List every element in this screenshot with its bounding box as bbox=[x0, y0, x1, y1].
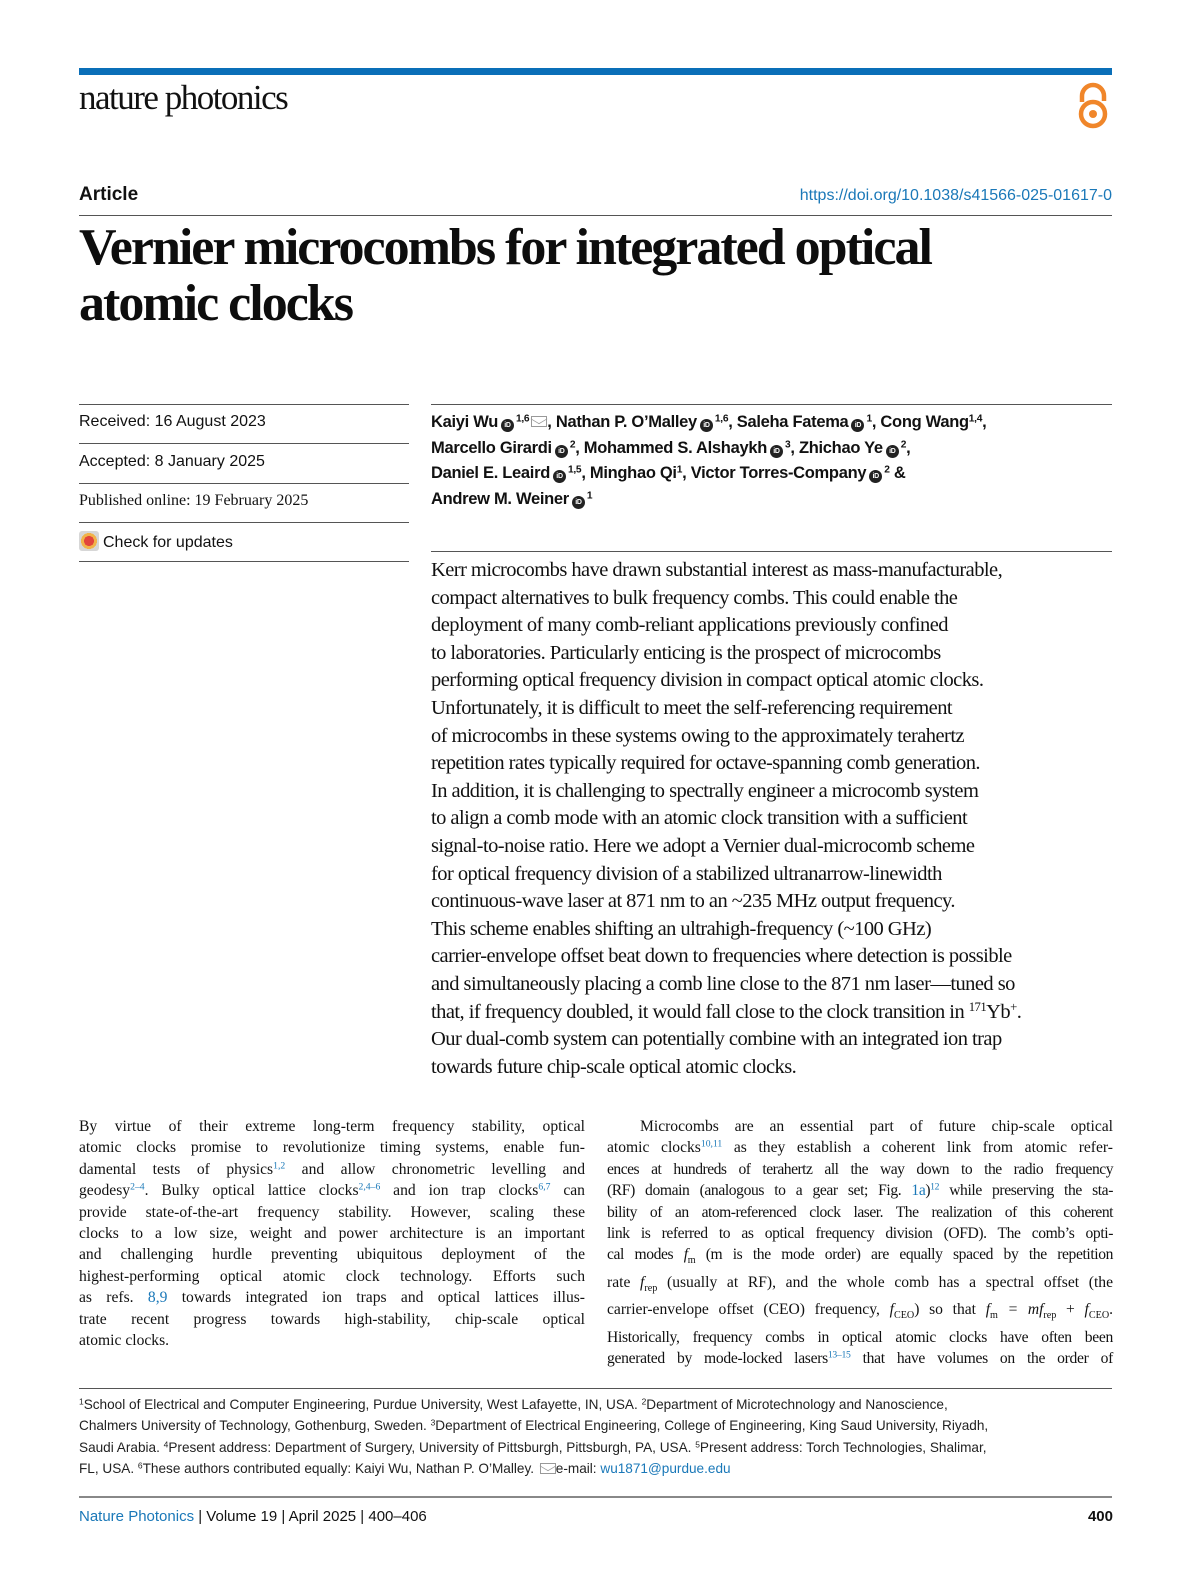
body-column-left: By virtue of their extreme long-term frequency stability, optical atomic clocks promise to revolutionize timing systems, enable fun- damental tests of physics$^{1,2}$ and allow chronometric levelling and geodesy$^{2-4}$. Bulky optical lattice clocks$^{2,4-6}$ and ion trap clocks$^{6,7}$ can provide state-of-the-art frequency stability. However, scaling these clocks to a low size, weight and power architecture is an important and challenging hurdle preventing ubiquitous deployment of the highest-performing optical atomic clock technology. Efforts such as refs. 8,9 towards integrated ion traps and optical lattices illus- trate recent progress towards high-stability, chip-scale optical atomic clocks. bbox=[79, 1118, 585, 1350]
body-column-right: Microcombs are an essential part of future chip-scale optical atomic clocks$^{10,11}$ as they establish a coherent link from atomic refer- ences at hundreds of terahertz all the way down to the radio frequency (RF) domain (analogous to a gear set; Fig. 1a)$^{12}$ while preserving the sta- bility of an atom-referenced clock laser. The realization of this coherent link is referred to as optical frequency division (OFD). The comb’s opti- cal modes $f_m$ (m is the mode order) are equally spaced by the repetition rate $f_{rep}$ (usually at RF), and the whole comb has a spectral offset (the carrier-envelope offset (CEO) frequency, $f_{CEO}$) so that $f_m = mf_{rep} + f_{CEO}$. Historically, frequency combs in optical atomic clocks have often been generated by mode-locked lasers$^{13-15}$ that have volumes on the order of bbox=[607, 1118, 1114, 1368]
author-name[interactable]: Nathan P. O’Malley bbox=[555, 413, 697, 431]
author-name[interactable]: Victor Torres-Company bbox=[690, 464, 867, 482]
title-line-1: Vernier microcombs for integrated optical bbox=[79, 219, 931, 276]
affiliations-divider bbox=[79, 1388, 1112, 1389]
orcid-icon[interactable]: iD bbox=[869, 470, 882, 483]
email-link[interactable]: wu1871@purdue.edu bbox=[600, 1461, 731, 1477]
orcid-icon[interactable]: iD bbox=[553, 470, 566, 483]
received-date: Received: 16 August 2023 bbox=[79, 413, 266, 430]
meta-divider bbox=[79, 561, 409, 562]
published-date: Published online: 19 February 2025 bbox=[79, 492, 309, 509]
email-icon[interactable] bbox=[531, 416, 547, 427]
citation-link[interactable]: 2–4 bbox=[130, 1181, 145, 1193]
open-access-lock-icon bbox=[1075, 82, 1111, 130]
abstract-divider bbox=[431, 551, 1112, 552]
orcid-icon[interactable]: iD bbox=[572, 496, 585, 509]
figure-link[interactable]: 1a bbox=[911, 1182, 926, 1200]
footer-journal-link[interactable]: Nature Photonics bbox=[79, 1508, 195, 1525]
check-updates-icon bbox=[79, 531, 99, 551]
citation-link[interactable]: 10,11 bbox=[700, 1139, 723, 1151]
author-name[interactable]: Zhichao Ye bbox=[798, 438, 883, 457]
orcid-icon[interactable]: iD bbox=[886, 445, 899, 458]
citation-link[interactable]: 6,7 bbox=[538, 1181, 551, 1193]
journal-brand-bar bbox=[79, 68, 1112, 75]
author-name[interactable]: Cong Wang bbox=[880, 413, 969, 431]
meta-divider bbox=[79, 443, 409, 444]
doi-link[interactable]: https://doi.org/10.1038/s41566-025-01617-0 bbox=[799, 187, 1112, 204]
citation-link[interactable]: 1,2 bbox=[273, 1160, 286, 1172]
author-name[interactable]: Daniel E. Leaird bbox=[431, 464, 550, 482]
page-number: 400 bbox=[1087, 1508, 1113, 1525]
citation-link[interactable]: 13–15 bbox=[827, 1350, 851, 1362]
accepted-date: Accepted: 8 January 2025 bbox=[79, 453, 265, 470]
orcid-icon[interactable]: iD bbox=[501, 419, 514, 432]
citation-link[interactable]: 8,9 bbox=[147, 1289, 168, 1307]
title-divider bbox=[79, 215, 1112, 216]
author-name[interactable]: Marcello Girardi bbox=[431, 438, 552, 457]
journal-name: nature photonics bbox=[79, 78, 288, 117]
article-type-label: Article bbox=[79, 184, 139, 205]
title-line-2: atomic clocks bbox=[79, 275, 352, 332]
author-list: Kaiyi Wu iD$^{1,6}$ , Nathan P. O’Malley iD$^{1,6}$, Saleha Fatema $iD^1$, Cong Wang$^{1,4}$, Marcello Girardi $iD^2$, Mohammed S. Alshaykh $iD^3$, Zhichao Ye $iD^2$, Daniel E. Leaird iD$^{1,5}$, Minghao Qi$^1$, Victor Torres-Company $iD^2$ & Andrew M. Weiner $iD^1$ bbox=[431, 413, 987, 508]
check-for-updates-button[interactable] bbox=[79, 531, 409, 552]
orcid-icon[interactable]: iD bbox=[770, 445, 783, 458]
meta-divider bbox=[79, 522, 409, 523]
author-name[interactable]: Minghao Qi bbox=[589, 464, 677, 482]
footer-divider bbox=[79, 1496, 1112, 1498]
meta-divider bbox=[79, 404, 409, 405]
footer-volume-details: | Volume 19 | April 2025 | 400–406 bbox=[194, 1508, 427, 1525]
meta-divider bbox=[79, 483, 409, 484]
footer-citation bbox=[79, 1508, 427, 1525]
citation-link[interactable]: 2,4–6 bbox=[358, 1181, 381, 1193]
author-name[interactable]: Andrew M. Weiner bbox=[431, 489, 569, 508]
author-name[interactable]: Saleha Fatema bbox=[736, 413, 849, 431]
citation-link[interactable]: 12 bbox=[930, 1181, 939, 1193]
author-name[interactable]: Mohammed S. Alshaykh bbox=[583, 438, 767, 457]
email-icon bbox=[540, 1463, 556, 1474]
article-title bbox=[79, 220, 1119, 332]
author-name[interactable]: Kaiyi Wu bbox=[431, 413, 498, 431]
authors-divider bbox=[431, 404, 1112, 405]
orcid-icon[interactable]: iD bbox=[851, 419, 864, 432]
check-updates-label: Check for updates bbox=[103, 534, 233, 551]
abstract: Kerr microcombs have drawn substantial interest as mass-manufacturable, compact alternatives to bulk frequency combs. This could enable the deployment of many comb-reliant applications previously confined to laboratories. Particularly enticing is the prospect of microcombs performing optical frequency division in compact optical atomic clocks. Unfortunately, it is difficult to meet the self-referencing requirement of microcombs in these systems owing to the approximately terahertz repetition rates typically required for octave-spanning comb generation. In addition, it is challenging to spectrally engineer a microcomb system to align a comb mode with an atomic clock transition with a sufficient signal-to-noise ratio. Here we adopt a Vernier dual-microcomb scheme for optical frequency division of a stabilized ultranarrow-linewidth continuous-wave laser at 871 nm to an ~235 MHz output frequency. This scheme enables shifting an ultrahigh-frequency (~100 GHz) carrier-envelope offset beat down to frequencies where detection is possible and simultaneously placing a comb line close to the 871 nm laser—tuned so that, if frequency doubled, it would fall close to the clock transition in $^{171}$Yb+. Our dual-comb system can potentially combine with an integrated ion trap towards future chip-scale optical atomic clocks. bbox=[431, 559, 1022, 1078]
orcid-icon[interactable]: iD bbox=[555, 445, 568, 458]
orcid-icon[interactable]: iD bbox=[700, 419, 713, 432]
affiliations: $^1$School of Electrical and Computer Engineering, Purdue University, West Lafayette, IN, USA. $^2$Department of Microtechnology and Nanoscience, Chalmers University of Technology, Gothenburg, Sweden. $^3$Department of Electrical Engineering, College of Engineering, King Saud University, Riyadh, Saudi Arabia. $^4$Present address: Department of Surgery, University of Pittsburgh, Pittsburgh, PA, USA. $^5$Present address: Torch Technologies, Shalimar, FL, USA. $^6$These authors contributed equally: Kaiyi Wu, Nathan P. O’Malley. e-mail: wu1871@purdue.edu bbox=[79, 1396, 989, 1477]
